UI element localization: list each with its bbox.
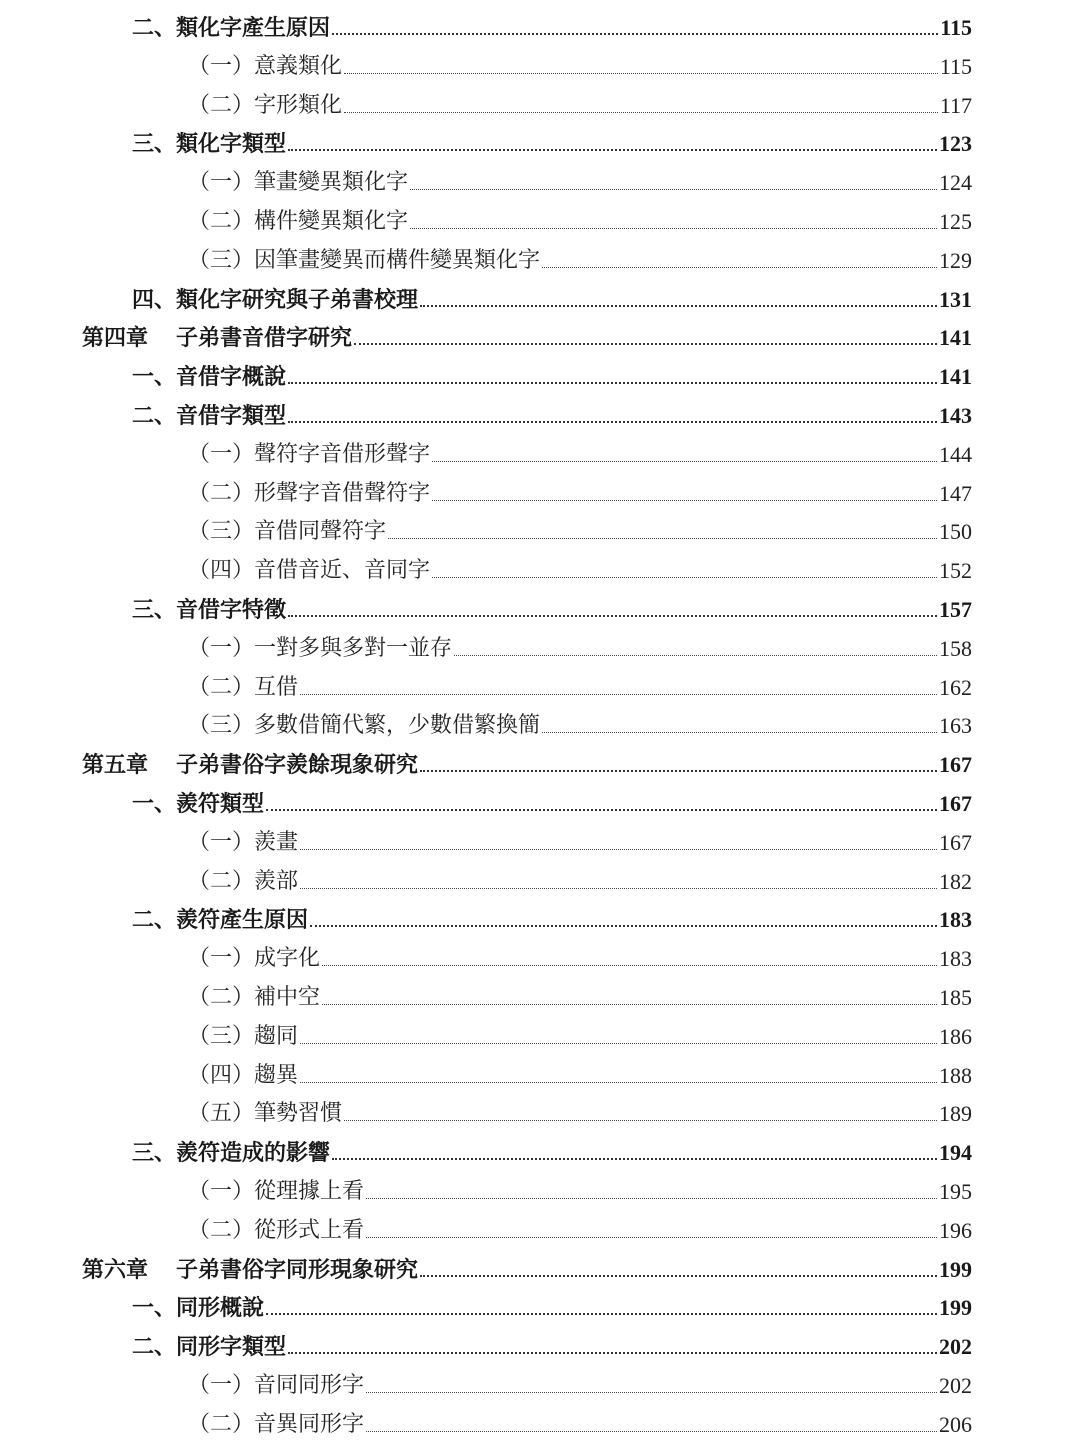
toc-subsection-row[interactable]	[188, 1050, 972, 1089]
dot-leader	[542, 267, 937, 268]
toc-section-row[interactable]	[132, 894, 972, 933]
toc-subsection-row[interactable]	[188, 506, 972, 545]
dot-leader	[300, 849, 937, 850]
dot-leader	[288, 382, 937, 384]
toc-entry-title: （三）多數借簡代繁，少數借繁換簡	[188, 713, 541, 739]
toc-chapter-number: 第六章	[82, 1256, 149, 1283]
toc-subsection-row[interactable]	[188, 157, 972, 196]
dot-leader	[288, 1352, 937, 1354]
dot-leader	[300, 888, 937, 889]
dot-leader	[366, 1392, 937, 1393]
toc-entry-title: 二、羨符產生原因	[132, 907, 309, 934]
dot-leader	[322, 1004, 937, 1005]
dot-leader	[288, 149, 937, 151]
toc-page-number: 125	[939, 209, 972, 234]
toc-entry-title: （二）字形類化	[188, 92, 343, 118]
toc-entry-label	[132, 364, 286, 390]
toc-entry-label	[188, 93, 342, 119]
toc-subsection-row[interactable]	[188, 933, 972, 972]
toc-page-number: 144	[939, 441, 972, 467]
toc-page-number: 195	[939, 1179, 972, 1204]
toc-chapter-row[interactable]	[82, 312, 972, 351]
toc-entry-title: 三、音借字特徵	[132, 597, 287, 623]
dot-leader	[310, 925, 937, 927]
toc-page-number: 199	[939, 1256, 972, 1282]
toc-page-number: 188	[939, 1062, 972, 1088]
toc-entry-label	[132, 287, 418, 313]
toc-entry-label	[188, 54, 342, 80]
toc-chapter-number: 第五章	[82, 752, 149, 779]
toc-entry-label	[188, 869, 298, 895]
toc-entry-title: 一、同形概說	[132, 1295, 265, 1322]
toc-page-number: 157	[939, 597, 972, 622]
dot-leader	[344, 112, 938, 113]
toc-entry-label	[188, 1024, 298, 1050]
toc-page-number: 189	[939, 1101, 972, 1127]
toc-page-number: 141	[939, 364, 972, 390]
toc-section-row[interactable]	[132, 118, 972, 157]
toc-entry-label	[188, 558, 430, 584]
toc-entry-label	[188, 1373, 364, 1399]
dot-leader	[388, 538, 937, 539]
toc-entry-label	[132, 597, 286, 623]
toc-entry-title: 四、類化字研究與子弟書校理	[132, 286, 419, 313]
toc-subsection-row[interactable]	[188, 1399, 972, 1438]
toc-entry-title: 三、羨符造成的影響	[132, 1140, 331, 1167]
toc-entry-title: 三、類化字類型	[132, 131, 287, 158]
toc-page-number: 202	[939, 1373, 972, 1398]
toc-subsection-row[interactable]	[188, 235, 972, 274]
toc-page-number: 167	[939, 752, 972, 778]
toc-page-number: 115	[939, 53, 972, 79]
dot-leader	[344, 73, 938, 74]
toc-entry-label	[188, 442, 430, 468]
toc-page-number: 167	[939, 829, 972, 855]
toc-subsection-row[interactable]	[188, 856, 972, 895]
toc-entry-label	[188, 519, 386, 545]
dot-leader	[410, 228, 937, 229]
toc-entry-label	[188, 1179, 364, 1205]
dot-leader	[542, 732, 937, 733]
toc-page-number: 152	[939, 558, 972, 584]
toc-page-number: 163	[939, 713, 972, 739]
toc-entry-title: 子弟書俗字同形現象研究	[176, 1256, 419, 1283]
dot-leader	[322, 965, 937, 966]
toc-subsection-row[interactable]	[188, 1205, 972, 1244]
toc-entry-title: 一、音借字概說	[132, 364, 287, 391]
toc-entry-title: 子弟書音借字研究	[176, 325, 353, 352]
toc-entry-title: 二、音借字類型	[132, 403, 287, 429]
toc-entry-label	[188, 209, 408, 235]
toc-entry-label	[188, 248, 540, 274]
toc-chapter-row[interactable]	[82, 739, 972, 778]
toc-subsection-row[interactable]	[188, 1166, 972, 1205]
toc-entry-title: 二、類化字產生原因	[132, 15, 331, 41]
toc-entry-title: （一）音同同形字	[188, 1373, 365, 1398]
toc-entry-title: （五）筆勢習慣	[188, 1101, 343, 1127]
toc-entry-label	[188, 946, 320, 972]
toc-entry-title: （三）音借同聲符字	[188, 519, 387, 545]
toc-subsection-row[interactable]	[188, 662, 972, 701]
dot-leader	[288, 615, 937, 617]
toc-subsection-row[interactable]	[188, 1088, 972, 1127]
toc-section-row[interactable]	[132, 1127, 972, 1166]
toc-subsection-row[interactable]	[188, 468, 972, 507]
dot-leader	[332, 1158, 937, 1160]
dot-leader	[420, 1275, 937, 1277]
toc-entry-label	[132, 403, 286, 429]
toc-entry-title: （二）構件變異類化字	[188, 209, 409, 234]
toc-entry-title: （三）趨同	[188, 1023, 299, 1049]
toc-entry-title: （一）意義類化	[188, 53, 343, 79]
toc-section-row[interactable]	[132, 390, 972, 429]
toc-entry-label	[188, 636, 452, 662]
toc-entry-label	[188, 713, 540, 739]
toc-page-number: 162	[939, 674, 972, 700]
toc-entry-title: 二、同形字類型	[132, 1334, 287, 1361]
toc-subsection-row[interactable]	[188, 1011, 972, 1050]
dot-leader	[300, 1082, 937, 1083]
dot-leader	[366, 1198, 937, 1199]
toc-entry-title: （一）聲符字音借形聲字	[188, 441, 431, 467]
toc-page-number: 167	[939, 791, 972, 816]
toc-page-number: 131	[939, 286, 972, 312]
toc-page-number: 202	[939, 1334, 972, 1360]
toc-subsection-row[interactable]	[188, 817, 972, 856]
toc-section-row[interactable]	[132, 351, 972, 390]
dot-leader	[420, 770, 937, 772]
toc-entry-title: （二）形聲字音借聲符字	[188, 480, 431, 506]
toc-entry-label	[188, 1063, 298, 1089]
toc-page-number: 117	[939, 92, 972, 118]
dot-leader	[300, 694, 937, 695]
toc-entry-label	[132, 907, 308, 933]
toc-page-number: 124	[939, 170, 972, 196]
toc-subsection-row[interactable]	[188, 1360, 972, 1399]
dot-leader	[432, 461, 937, 462]
dot-leader	[266, 809, 937, 811]
toc-entry-label	[188, 985, 320, 1011]
toc-entry-label	[132, 1140, 330, 1166]
toc-subsection-row[interactable]	[188, 623, 972, 662]
toc-entry-title: （二）補中空	[188, 985, 321, 1010]
toc-subsection-row[interactable]	[188, 545, 972, 584]
toc-entry-title: （二）互借	[188, 674, 299, 700]
toc-entry-label	[188, 481, 430, 507]
toc-page-number: 183	[939, 907, 972, 933]
toc-subsection-row[interactable]	[188, 196, 972, 235]
toc-entry-title: （一）羨畫	[188, 829, 299, 855]
dot-leader	[344, 1120, 937, 1121]
dot-leader	[420, 305, 937, 307]
toc-entry-label	[188, 1101, 342, 1127]
toc-page-number: 199	[939, 1295, 972, 1321]
toc-entry-label	[132, 1295, 264, 1321]
toc-page-number: 143	[939, 403, 972, 428]
dot-leader	[366, 1431, 937, 1432]
toc-entry-title: （二）羨部	[188, 868, 299, 894]
toc-entry-title: （一）從理據上看	[188, 1179, 365, 1204]
toc-page-number: 185	[939, 985, 972, 1010]
dot-leader	[432, 500, 937, 501]
toc-entry-label	[188, 1412, 364, 1438]
dot-leader	[454, 655, 937, 656]
toc-page-number: 123	[939, 131, 972, 157]
toc-entry-label	[82, 325, 352, 351]
toc-page-number: 182	[939, 868, 972, 894]
toc-page-number: 129	[939, 247, 972, 273]
toc-section-row[interactable]	[132, 274, 972, 313]
toc-page-number: 150	[939, 519, 972, 545]
toc-entry-label	[132, 1334, 286, 1360]
toc-subsection-row[interactable]	[188, 429, 972, 468]
dot-leader	[432, 577, 937, 578]
toc-page-number: 206	[939, 1411, 972, 1437]
toc-subsection-row[interactable]	[188, 972, 972, 1011]
toc-page-number: 141	[939, 325, 972, 351]
toc-entry-label	[188, 675, 298, 701]
toc-section-row[interactable]	[132, 778, 972, 817]
toc-entry-title: （四）音借音近、音同字	[188, 558, 431, 584]
toc-page-number: 158	[939, 635, 972, 661]
dot-leader	[366, 1237, 937, 1238]
toc-entry-title: （三）因筆畫變異而構件變異類化字	[188, 247, 541, 273]
toc-entry-title: （一）筆畫變異類化字	[188, 170, 409, 196]
dot-leader	[410, 189, 937, 190]
toc-page-number: 186	[939, 1023, 972, 1049]
toc-entry-label	[82, 1257, 418, 1283]
toc-entry-title: （四）趨異	[188, 1062, 299, 1088]
toc-entry-label	[132, 131, 286, 157]
toc-entry-title: （二）從形式上看	[188, 1217, 365, 1243]
toc-entry-label	[132, 15, 330, 41]
toc-section-row[interactable]	[132, 584, 972, 623]
toc-entry-label	[132, 791, 264, 817]
dot-leader	[354, 343, 937, 345]
toc-entry-title: （一）成字化	[188, 946, 321, 972]
toc-page-number: 183	[939, 946, 972, 972]
dot-leader	[288, 421, 937, 423]
toc-entry-title: 一、羨符類型	[132, 791, 265, 817]
toc-page-number: 147	[939, 480, 972, 506]
toc-page-number: 115	[940, 15, 972, 40]
toc-subsection-row[interactable]	[188, 700, 972, 739]
toc-section-row[interactable]	[132, 1321, 972, 1360]
toc-entry-label	[188, 170, 408, 196]
toc-entry-label	[188, 1218, 364, 1244]
dot-leader	[300, 1043, 937, 1044]
toc-chapter-row[interactable]	[82, 1244, 972, 1283]
toc-section-row[interactable]	[132, 2, 972, 41]
toc-entry-label	[188, 830, 298, 856]
toc-entry-label	[82, 752, 418, 778]
dot-leader	[266, 1313, 937, 1315]
toc-page-number: 196	[939, 1217, 972, 1243]
toc-chapter-number: 第四章	[82, 325, 149, 352]
toc-page-number: 194	[939, 1140, 972, 1166]
toc-subsection-row[interactable]	[188, 80, 972, 119]
dot-leader	[332, 33, 938, 35]
toc-subsection-row[interactable]	[188, 41, 972, 80]
toc-entry-title: （二）音異同形字	[188, 1411, 365, 1437]
toc-entry-title: 子弟書俗字羨餘現象研究	[176, 752, 419, 779]
toc-entry-title: （一）一對多與多對一並存	[188, 635, 453, 661]
toc-section-row[interactable]	[132, 1282, 972, 1321]
